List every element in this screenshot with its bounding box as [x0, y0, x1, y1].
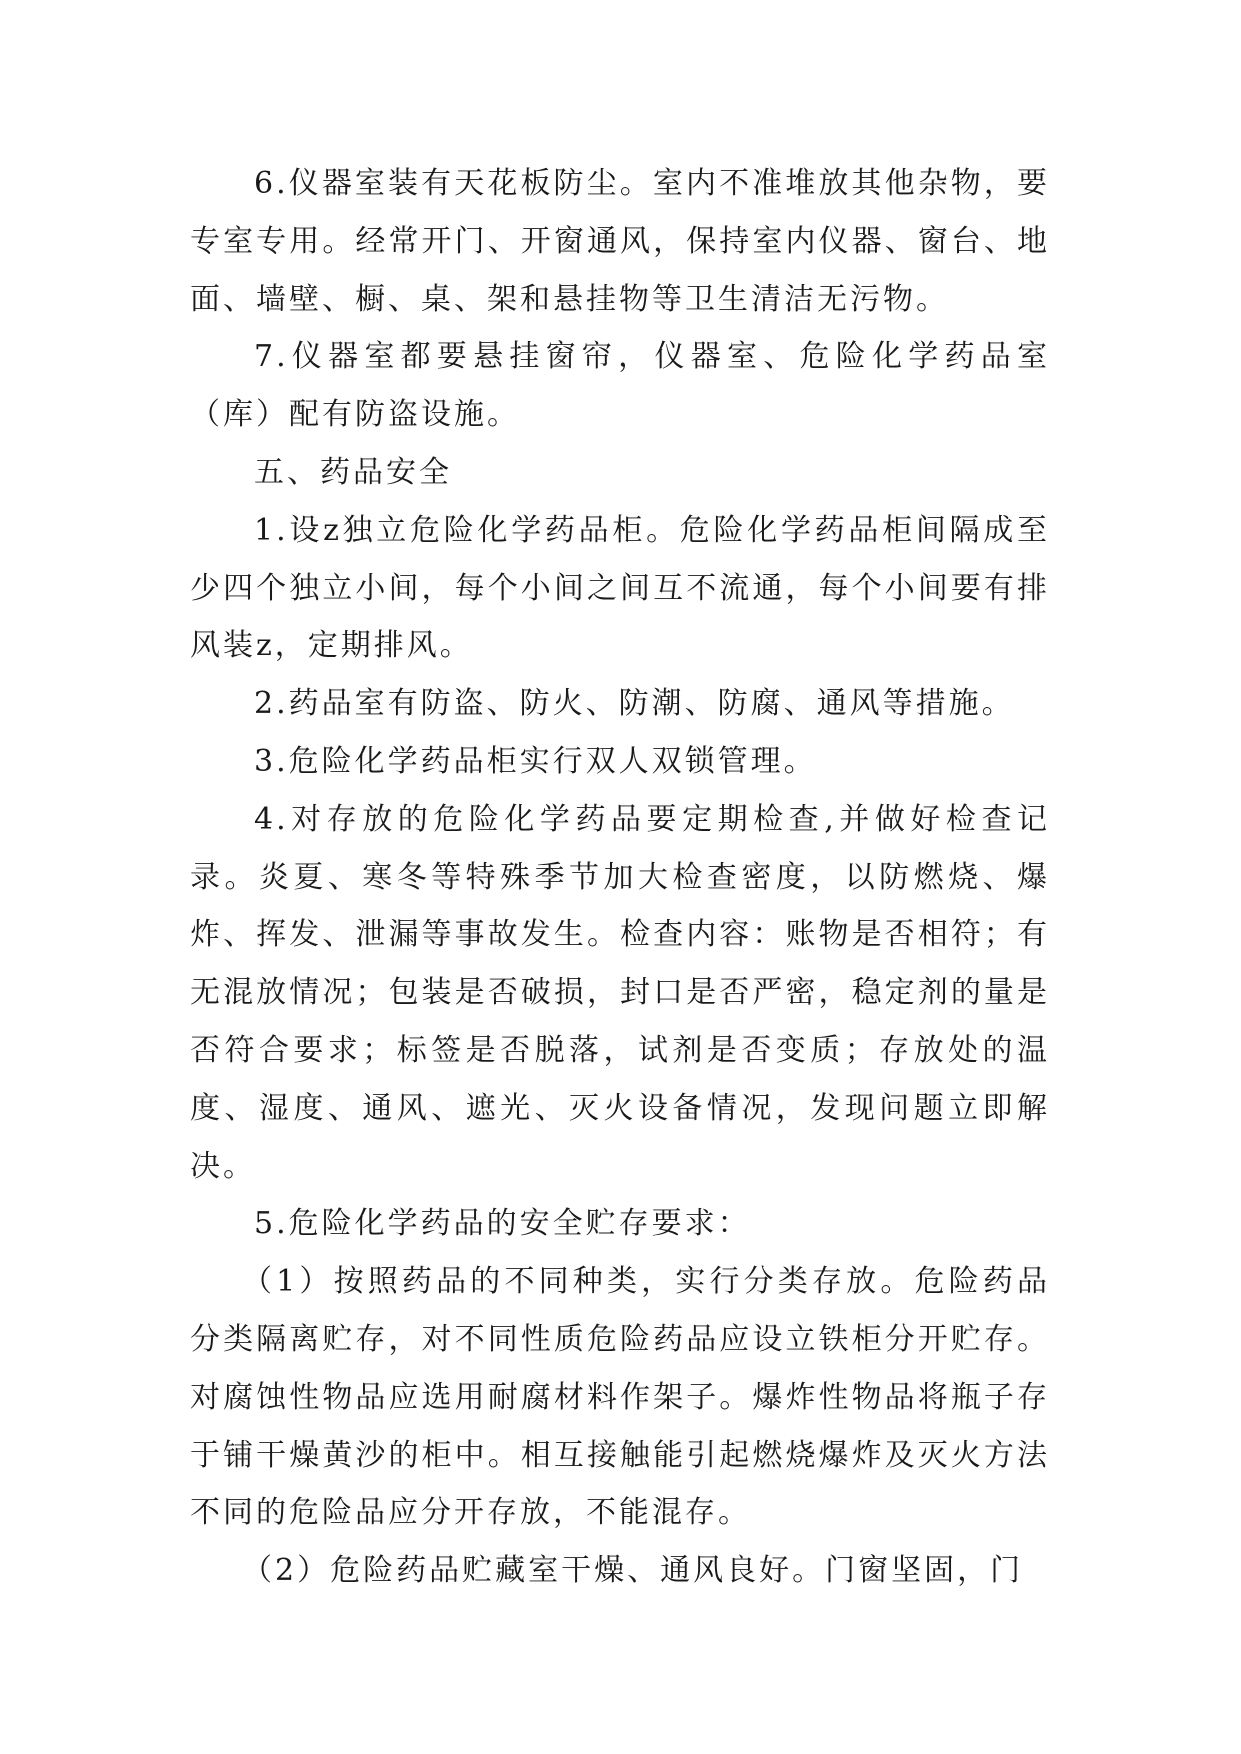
- paragraph-storage-item-1: （1）按照药品的不同种类，实行分类存放。危险药品分类隔离贮存，对不同性质危险药品应设立铁柜分开贮存。对腐蚀性物品应选用耐腐材料作架子。爆炸性物品将瓶子存于铺干燥黄沙的柜中。相互接触能引起燃烧爆炸及灭火方法不同的危险品应分开存放，不能混存。: [190, 1264, 1050, 1531]
- paragraph-storage-requirements: 5.危险化学药品的安全贮存要求：: [254, 1206, 751, 1242]
- section-heading-drug-safety: 五、药品安全: [254, 454, 452, 490]
- document-body: [190, 155, 1050, 1600]
- paragraph-double-lock: 3.危险化学药品柜实行双人双锁管理。: [254, 743, 817, 779]
- paragraph-instrument-room-curtains: 7.仪器室都要悬挂窗帘，仪器室、危险化学药品室（库）配有防盗设施。: [190, 339, 1050, 433]
- paragraph-storage-item-2: （2）危险药品贮藏室干燥、通风良好。门窗坚固，门: [242, 1553, 1024, 1589]
- paragraph-regular-inspection: 4.对存放的危险化学药品要定期检查,并做好检查记录。炎夏、寒冬等特殊季节加大检查密度，以防燃烧、爆炸、挥发、泄漏等事故发生。检查内容：账物是否相符；有无混放情况；包装是否破损，封口是否严密，稳定剂的量是否符合要求；标签是否脱落，试剂是否变质；存放处的温度、湿度、通风、遮光、灭火设备情况，发现问题立即解决。: [190, 801, 1050, 1184]
- paragraph-drug-room-measures: 2.药品室有防盗、防火、防潮、防腐、通风等措施。: [254, 686, 1015, 722]
- paragraph-hazardous-cabinet: 1.设z独立危险化学药品柜。危险化学药品柜间隔成至少四个独立小间，每个小间之间互不流通，每个小间要有排风装z，定期排风。: [190, 512, 1050, 664]
- paragraph-instrument-room-dust: 6.仪器室装有天花板防尘。室内不准堆放其他杂物，要专室专用。经常开门、开窗通风，保持室内仪器、窗台、地面、墙壁、橱、桌、架和悬挂物等卫生清洁无污物。: [190, 166, 1050, 317]
